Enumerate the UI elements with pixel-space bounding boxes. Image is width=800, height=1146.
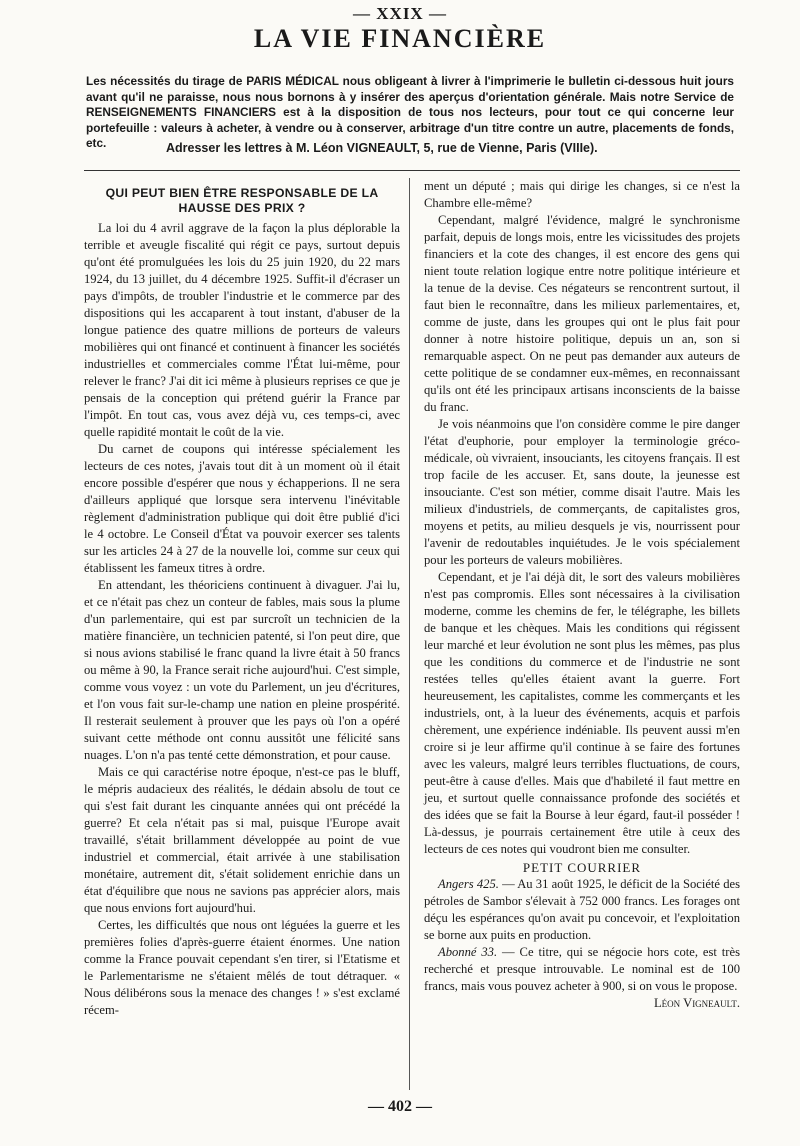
right-column [424,178,740,1012]
section-number: — XXIX — [353,4,447,23]
page-number: — 402 — [368,1098,432,1115]
article-paragraph: Cependant, et je l'ai déjà dit, le sort des valeurs mobilières n'est pas compromis. Elles sont nécessaires à la civilisation moderne, comme les chemins de fer, le télégraphe, les billets de banque et les chèques. Mais les conditions qui régissent leur marché et leur évolution ne sont plus les mêmes, pas plus que les conditions du commerce et de l'industrie ne sont restées telles qu'elles étaient avant la guerre. Fort heureusement, les capitalistes, comme les commerçants et les industriels, ont, à la lueur des événements, acquis et parfois chèrement, une expérience indéniable. Ils peuvent aussi m'en croire si je leur affirme qu'il continue à se faire des fortunes avec les valeurs, malgré leurs terribles fluctuations, de cours, peut-être à cause d'elles. Mais que d'habileté il faut mettre en jeu, et surtout quelle connaissance profonde des sociétés et des idées que se fait la Bourse à leur égard, faut-il posséder ! Là-dessus, je pourrais certainement être utile à ceux des lecteurs de ces notes qui voudront bien me consulter. [424,570,740,856]
contact-address: Adresser les lettres à M. Léon VIGNEAULT, 5, rue de Vienne, Paris (VIIIe). [166,141,598,155]
left-column [84,178,400,1019]
article-title: QUI PEUT BIEN ÊTRE RESPONSABLE DE LA HAUSSE DES PRIX ? [105,186,379,215]
page-title: LA VIE FINANCIÈRE [253,24,547,53]
intro-notice: Les nécessités du tirage de PARIS MÉDICAL nous obligeant à livrer à l'imprimerie le bulletin ci-dessous huit jours avant qu'il ne paraisse, nous nous bornons à y insérer des aperçus d'orientation générale. Mais notre Service de RENSEIGNEMENTS FINANCIERS est à la disposition de tous nos lecteurs, pour tout ce qui concerne leur portefeuille : valeurs à acheter, à vendre ou à conserver, arbitrage d'un titre contre un autre, placements de fonds, etc. [86,74,734,150]
courrier-recipient: Angers 425. [438,877,499,891]
courrier-heading: PETIT COURRIER [522,860,642,875]
article-paragraph: En attendant, les théoriciens continuent à divaguer. J'ai lu, et ce n'était pas chez un conteur de fables, mais sous la plume d'un parlementaire, qui est par surcroît un technicien de la matière financière, un technicien patenté, si l'on peut dire, que si nous avions stabilisé le franc quand la livre était à 50 francs ou même à 90, la France serait riche aujourd'hui. C'est simple, comme vous voyez : un vote du Parlement, un jeu d'écritures, et l'on vous fait sur-le-champ une nation en pleine prospérité. Il resterait seulement à prouver que les pays où l'on a opéré suivant cette méthode ont connu aussitôt une félicité sans nuages. L'on n'a pas tenté cette démonstration, et pour cause. [84,578,400,762]
article-paragraph: ment un député ; mais qui dirige les changes, si ce n'est la Chambre elle-même? [424,179,740,210]
article-paragraph: Je vois néanmoins que l'on considère comme le pire danger l'état d'euphorie, pour employer la terminologie gréco-médicale, où vivraient, insouciants, les citoyens français. Il est trop facile de les accuser. Et, sans doute, la jeunesse est insouciante. C'est son métier, comme disait l'autre. Mais les milieux d'industriels, de commerçants, de capitalistes gros, moyens et petits, au milieu desquels je vis, nourrissent pour l'avenir de redoutables inquiétudes. Je le vois spécialement pour les porteurs de valeurs mobilières. [424,417,740,567]
courrier-entry [424,944,740,1010]
courrier-recipient: Abonné 33. [438,945,498,959]
column-divider [409,178,410,1090]
article-paragraph: Certes, les difficultés que nous ont léguées la guerre et les premières folies d'après-guerre étaient énormes. Une nation comme la France pouvait cependant s'en tirer, si l'Etatisme et le Parlementarisme ne s'étaient mêlés de tout détraquer. « Nous délibérons sous la menace des changes ! » s'est exclamé récem- [84,918,400,1017]
courrier-text: — Ce titre, qui se négocie hors cote, est très recherché et presque introuvable. Le nominal est de 100 francs, mais vous pouvez acheter à 900, si on vous le propose. [424,945,740,993]
author-signature: Léon Vigneault. [653,996,740,1010]
courrier-text: — Au 31 août 1925, le déficit de la Société des pétroles de Sambor s'élevait à 752 000 francs. Les forages ont déçu les espérances qu'on avait pu concevoir, et l'exploitation se borne aux puits en production. [424,877,741,942]
article-paragraph: Du carnet de coupons qui intéresse spécialement les lecteurs de ces notes, j'avais tout dit à un moment où il était encore possible d'espérer que nous y échapperions. Il ne sera d'ailleurs appliqué que lorsque sera intervenu l'inévitable règlement d'administration publique qui doit être publié d'ici le 4 octobre. Le Conseil d'État va pouvoir exercer ses talents sur les articles 24 à 27 de la nouvelle loi, comme sur ceux qui établissent les fameux titres à ordre. [84,442,400,575]
article-paragraph: Mais ce qui caractérise notre époque, n'est-ce pas le bluff, le mépris audacieux des réalités, le dédain absolu de tout ce qui s'est fait durant les cinquante années qui ont précédé la guerre? Et cela n'était pas si mal, puisque l'Europe avait travaillé, s'était brillamment développée au point de vue industriel et commercial, était arrivée à une stabilisation monétaire, autrement dit, s'était solidement enrichie dans un état d'équilibre que nous ne savions pas apprécier alors, mais que nous envions fort aujourd'hui. [84,765,400,915]
courrier-entry [424,876,740,944]
article-paragraph: La loi du 4 avril aggrave de la façon la plus déplorable la terrible et aveugle fiscalité qui régit ce pays, surtout depuis qu'ont été promulguées les lois du 25 juin 1920, du 22 mars 1924, du 13 juillet, du 4 décembre 1925. Suffit-il d'écraser un pays d'impôts, de troubler l'industrie et le commerce par des dispositions qui les accaparent à tout instant, d'abuser de la longue patience des quatre millions de porteurs de valeurs mobilières qui ont financé et continuent à financer les sociétés industrielles et commerciales comme l'État lui-même, pour relever le franc? J'ai dit ici même à plusieurs reprises ce que je pensais de la conception qui prétend guérir la France par l'impôt. En tout cas, vous avez déjà vu, ces temps-ci, avec quelle rapidité montait le coût de la vie. [84,221,400,439]
header-divider [84,170,740,171]
article-paragraph: Cependant, malgré l'évidence, malgré le synchronisme parfait, depuis de longs mois, entre les vicissitudes des projets financiers et la cote des changes, il est encore des gens qui nient toute relation logique entre notre politique intérieure et la tenue de la devise. Ces négateurs se rencontrent surtout, il faut bien le reconnaître, dans les milieux parlementaires, et, comme de juste, dans les groupes qui ont le plus fait pour donner à notre histoire politique, depuis un an, son si remarquable aspect. On ne peut pas demander aux auteurs de cette politique de se condamner eux-mêmes, en reconnaissant qu'ils ont été les principaux artisans inconscients de la baisse du franc. [424,213,740,414]
